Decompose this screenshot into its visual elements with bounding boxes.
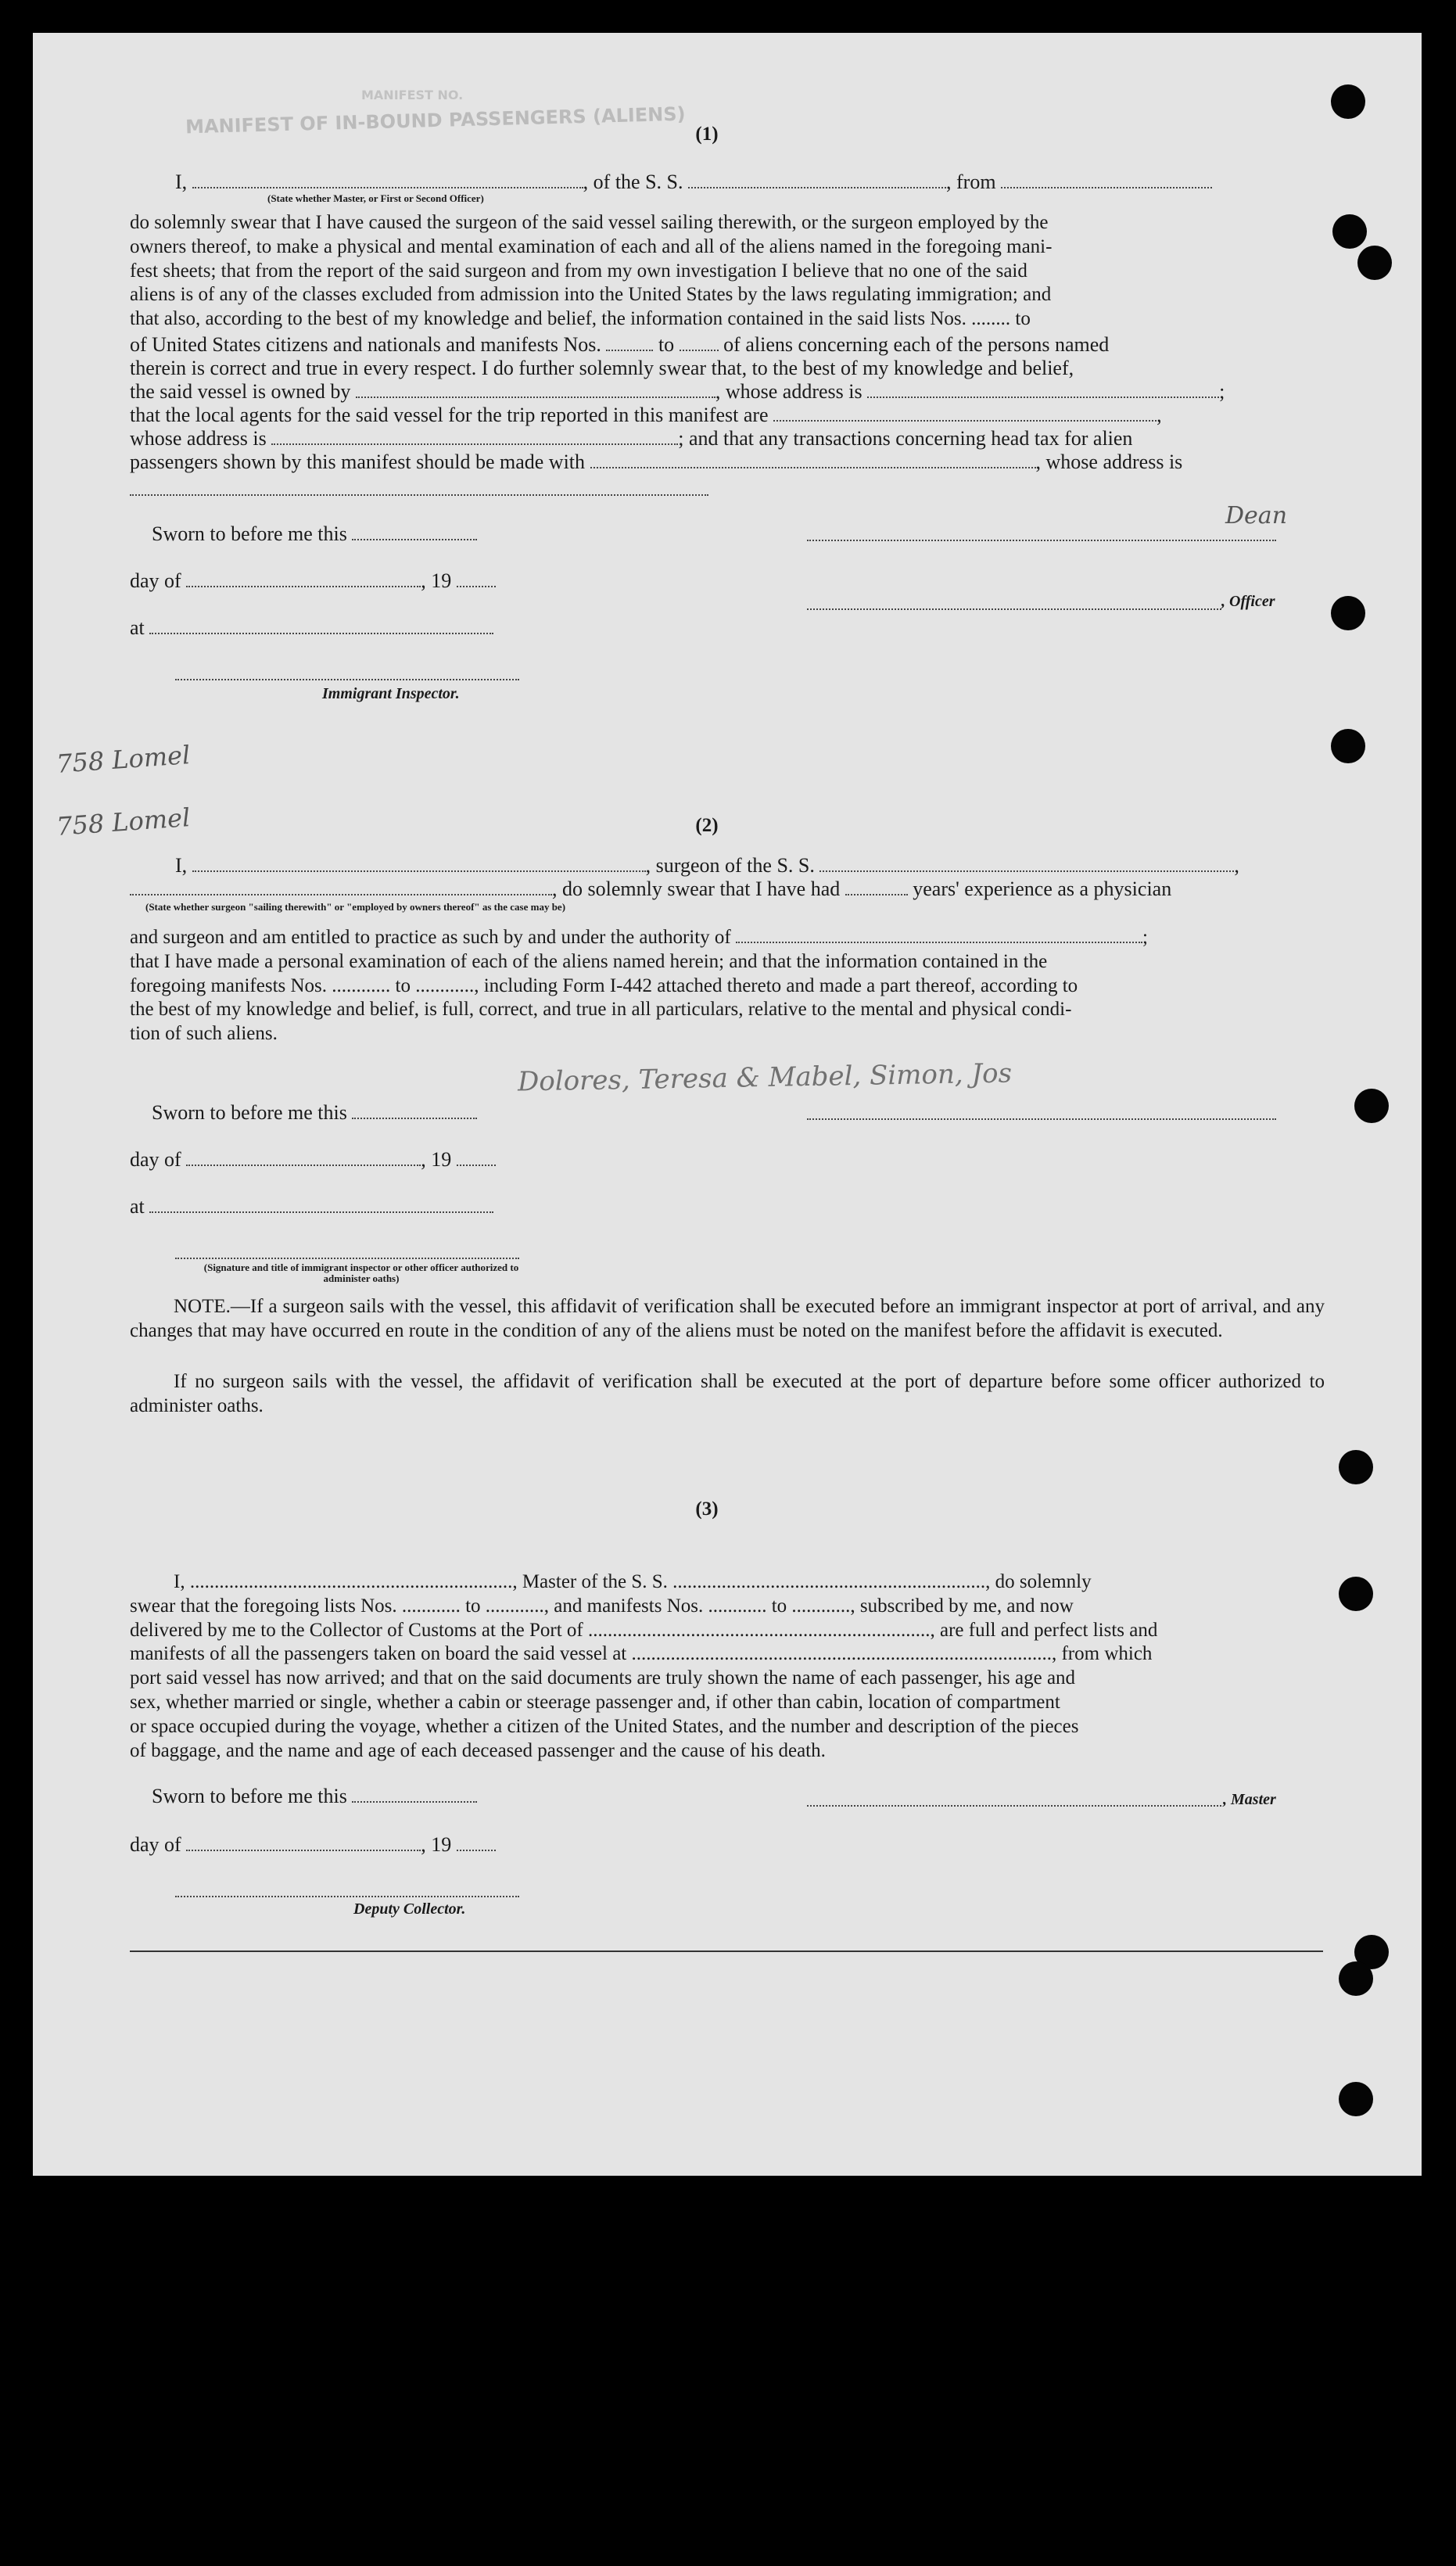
s3-deputy: Deputy Collector. bbox=[353, 1900, 466, 1918]
s1-sworn: Sworn to before me this bbox=[152, 522, 477, 546]
s1-at: at bbox=[130, 616, 493, 640]
s1-i: I, bbox=[175, 170, 188, 193]
s1-paragraph bbox=[130, 211, 1325, 332]
s3-paragraph bbox=[130, 1570, 1325, 1763]
s1-para-line: that also, according to the best of my knowledge and belief, the information contained in the said lists Nos. ........ to bbox=[130, 308, 1031, 330]
s2-signature-note: (Signature and title of immigrant inspector or other officer authorized to administer oaths) bbox=[203, 1261, 519, 1284]
punch-hole bbox=[1339, 1577, 1373, 1611]
section-1-number: (1) bbox=[695, 124, 719, 145]
s2-line1: I, , surgeon of the S. S. , bbox=[175, 854, 1239, 877]
punch-hole bbox=[1339, 1961, 1373, 1996]
s3-para-line: swear that the foregoing lists Nos. ............ to ............, and manifests Nos. ............ to ............, subscribed by me, and now bbox=[130, 1595, 1074, 1617]
s1-p2-line: the said vessel is owned by , whose address is ; bbox=[130, 380, 1225, 403]
section-3-number: (3) bbox=[695, 1498, 719, 1520]
handwritten-margin-note: Dean bbox=[1225, 502, 1288, 529]
s1-inspector: Immigrant Inspector. bbox=[322, 685, 460, 702]
s2-line2: , do solemnly swear that I have had years' experience as a physician bbox=[130, 877, 1171, 901]
s2-para-line: that I have made a personal examination of each of the aliens named herein; and that the information contained in the bbox=[130, 950, 1048, 972]
punch-hole bbox=[1331, 729, 1365, 763]
handwritten-margin-note: 758 Lomel bbox=[55, 740, 192, 779]
s1-para-line: aliens is of any of the classes excluded from admission into the United States by the laws regulating immigration; and bbox=[130, 284, 1052, 306]
s1-p2-line: whose address is ; and that any transactions concerning head tax for alien bbox=[130, 427, 1133, 450]
s1-line1 bbox=[175, 170, 1212, 194]
s1-p2-line: passengers shown by this manifest should be made with , whose address is bbox=[130, 450, 1183, 473]
s2-para-line: foregoing manifests Nos. ............ to ............, including Form I-442 attached thereto and made a part thereof, according to bbox=[130, 974, 1078, 996]
s1-of-ss: , of the S. S. bbox=[583, 170, 683, 193]
s3-para-line: manifests of all the passengers taken on board the said vessel at ......................................................................................, from which bbox=[130, 1643, 1153, 1665]
s1-p2-line: therein is correct and true in every respect. I do further solemnly swear that, to the best of my knowledge and belief, bbox=[130, 357, 1074, 379]
handwritten-margin-note: 758 Lomel bbox=[55, 802, 192, 842]
s1-para-line: fest sheets; that from the report of the said surgeon and from my own investigation I believe that no one of the said bbox=[130, 260, 1027, 282]
note-text: —If a surgeon sails with the vessel, this affidavit of verification shall be executed before an immigrant inspector at port of arrival, and any changes that may have occurred en route in the condition of any of the aliens must be noted on the manifest before the affidavit is executed. bbox=[130, 1296, 1325, 1341]
s1-officer: , Officer bbox=[1221, 593, 1275, 610]
s3-master: , Master bbox=[1223, 1791, 1276, 1808]
s2-para-line: tion of such aliens. bbox=[130, 1023, 278, 1045]
s3-para-line: I, .................................................................., Master of the S. S. ................................................................, do solemnly bbox=[174, 1571, 1092, 1592]
s1-day-of: day of , 19 bbox=[130, 569, 496, 593]
s3-day-of: day of , 19 bbox=[130, 1833, 496, 1857]
punch-hole bbox=[1357, 246, 1392, 280]
s2-note bbox=[130, 1295, 1325, 1344]
s2-day-of: day of , 19 bbox=[130, 1148, 496, 1172]
s2-note2: If no surgeon sails with the vessel, the affidavit of verification shall be executed at the port of departure before some officer authorized to administer oaths. bbox=[130, 1371, 1325, 1416]
s3-para-line: or space occupied during the voyage, whether a citizen of the United States, and the number and description of the pieces bbox=[130, 1715, 1079, 1737]
s3-para-line: port said vessel has now arrived; and that on the said documents are truly shown the name of each passenger, his age and bbox=[130, 1667, 1076, 1689]
s1-p2-line: of United States citizens and nationals and manifests Nos. to of aliens concerning each of the persons named bbox=[130, 333, 1110, 356]
bottom-rule bbox=[130, 1951, 1323, 1952]
s3-sworn: Sworn to before me this bbox=[152, 1785, 477, 1808]
s2-sworn: Sworn to before me this bbox=[152, 1101, 477, 1125]
s2-sub-note: (State whether surgeon "sailing therewith" or "employed by owners thereof" as the case may be) bbox=[145, 901, 566, 913]
s2-para-line: and surgeon and am entitled to practice as such by and under the authority of bbox=[130, 927, 731, 948]
s1-para-line: do solemnly swear that I have caused the surgeon of the said vessel sailing therewith, or the surgeon employed by the bbox=[130, 212, 1049, 233]
note-label: NOTE. bbox=[174, 1296, 231, 1317]
s3-para-line: delivered by me to the Collector of Customs at the Port of ......................................................................, are full and perfect lists and bbox=[130, 1619, 1158, 1641]
s3-para-line: sex, whether married or single, whether a cabin or steerage passenger and, if other than cabin, location of compartment bbox=[130, 1691, 1060, 1713]
manifest-page bbox=[33, 33, 1422, 2176]
punch-hole bbox=[1331, 596, 1365, 630]
s2-paragraph: and surgeon and am entitled to practice as such by and under the authority of ; that I have made a personal examination of each of the aliens named herein; and that the information contained in the foregoing manifests Nos. ............ to ............, including Form I-442 attached thereto and made a part thereof, according to the best of my knowledge and belief, is full, correct, and true in all particulars, relative to the mental and physical condi- tion of such aliens. bbox=[130, 926, 1325, 1046]
s2-para-line: the best of my knowledge and belief, is full, correct, and true in all particulars, relative to the mental and physical condi- bbox=[130, 999, 1072, 1021]
punch-hole bbox=[1331, 84, 1365, 119]
s1-para-line: owners thereof, to make a physical and mental examination of each and all of the aliens named in the foregoing mani- bbox=[130, 235, 1053, 257]
punch-hole bbox=[1339, 2082, 1373, 2116]
faded-stamp-no: MANIFEST NO. bbox=[361, 88, 464, 102]
faded-stamp: MANIFEST OF IN-BOUND PASSENGERS (ALIENS) bbox=[185, 102, 686, 138]
punch-hole bbox=[1332, 214, 1367, 249]
section-2-number: (2) bbox=[695, 815, 719, 836]
s1-from: , from bbox=[946, 170, 996, 193]
s3-para-line: of baggage, and the name and age of each deceased passenger and the cause of his death. bbox=[130, 1739, 826, 1761]
punch-hole bbox=[1354, 1089, 1389, 1123]
s1-sub-note: (State whether Master, or First or Second Officer) bbox=[267, 192, 484, 204]
punch-hole bbox=[1339, 1450, 1373, 1484]
s1-p2-line: that the local agents for the said vessel for the trip reported in this manifest are , bbox=[130, 404, 1162, 426]
s2-at: at bbox=[130, 1195, 493, 1218]
handwritten-names: Dolores, Teresa & Mabel, Simon, Jos bbox=[517, 1057, 1013, 1098]
